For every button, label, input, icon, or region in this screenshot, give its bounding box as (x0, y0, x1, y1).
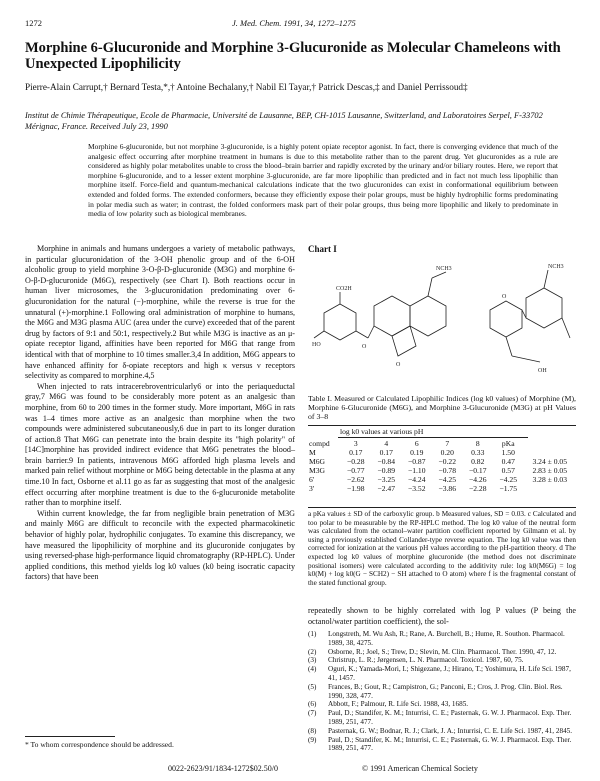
value-cell: 0.57 (501, 466, 515, 475)
value-cell: 2.83 ± 0.05 (532, 466, 568, 475)
value-cell: 0.17 (349, 448, 363, 457)
reference-item (308, 648, 576, 657)
table-row (306, 484, 576, 493)
value-cell: −0.28 (346, 457, 365, 466)
table-caption: Table I. Measured or Calculated Lipophilic Indices (log k0 values) of Morphine (M), Morphine 6-Glucuronide (M6G), and Morphine 3-Glucuronide (M3G) at pH Values of 3–8 (308, 394, 576, 422)
value-cell: −4.25 (499, 475, 518, 484)
value-cell: 0.17 (379, 448, 393, 457)
reference-text: Pasternak, G. W.; Bodnar, R. J.; Clark, J. A.; Inturrisi, C. E. Life Sci. 1987, 41, 2845. (328, 726, 573, 735)
body-paragraph: Morphine in animals and humans undergoes a variety of metabolic pathways, in particular glucuronidation of the 3-OH phenolic group and of the 6-OH alcoholic group to yield morphine 3-O-β-D-glucuronide (M3G) and morphine 6-O-β-D-glucuronide (M6G), respectively (see Chart I). Both reactions occur in human liver microsomes, the 3-glucuronidation predominating over 6-glucuronidation for the natural (−)-morphine, while the reverse is true for the unnatural (+)-morphine.1 Following oral administration of morphine to humans, the M6G and M3G plasma AUC (area under the curve) exceeded that of the parent drug by factors of 9:1 and 50:1, respectively.2 But while M3G is inactive as an μ-opiate receptor ligand, affinities have been reported for M6G that range from identical with that of morphine to 10 times smaller.3,4 In addition, M6G appears to have enhanced affinity for δ-opiate receptors and high κ versus ν receptors selectivity as compared to morphine.4,5 (25, 244, 295, 381)
value-cell: 3.24 ± 0.05 (532, 457, 568, 466)
table-row (306, 466, 576, 475)
value-cell: −0.87 (407, 457, 426, 466)
glucuronide-ring-right (490, 301, 522, 337)
value-cell (524, 484, 577, 493)
page-number: 1272 (25, 18, 42, 28)
compound-cell: M6G (309, 457, 326, 466)
value-cell: 0.20 (440, 448, 454, 457)
table-col-header: 4 (384, 439, 389, 448)
value-cell: 1.50 (501, 448, 515, 457)
value-cell: 0.19 (410, 448, 424, 457)
table-col-header: 3 (353, 439, 358, 448)
value-cell: −0.84 (377, 457, 396, 466)
svg-text:HO: HO (312, 342, 321, 348)
reference-item (308, 656, 576, 665)
abstract: Morphine 6-glucuronide, but not morphine 3-glucuronide, is a highly potent opiate receptor agonist. In fact, there is converging evidence that much of the analgesic effect occurring after morphine treatment in humans is due to this metabolite rather than to the parent drug. Yet glucuronides as a rule are considered as highly polar metabolites unable to cross the blood–brain barrier and rapidly excreted by the urinary and/or biliary routes. Here, we report that morphine 6-glucuronide, and to a lesser extent morphine 3-glucuronide, are far more lipophilic than predicted and in fact not much less lipophilic than morphine itself. Force-field and quantum-mechanical calculations indicate that the two glucuronides can exist in conformational equilibrium between extended and folded forms. The extended conformers, because they efficiently expose their polar groups, must be highly hydrophilic forms predominating in polar media such as water; in contrast, the folded conformers mask part of their polar groups, thus being more lipophilic and likely to predominate in media of low polarity such as biological membranes. (88, 142, 558, 219)
table-col-header: compd (309, 439, 330, 448)
value-cell: −0.89 (377, 466, 396, 475)
reference-item (308, 630, 576, 648)
table-col-header: 6 (414, 439, 419, 448)
affiliation: Institut de Chimie Thérapeutique, Ecole de Pharmacie, Université de Lausanne, BEP, CH-1015 Lausanne, Switzerland, and Laboratoires Serpel, F-33702 Mérignac, France. Received July 23, 1990 (25, 111, 543, 131)
reference-list (308, 630, 576, 753)
table-bottom-rule (308, 507, 576, 508)
value-cell: −4.26 (468, 475, 487, 484)
reference-number: (7) (308, 709, 317, 718)
table-col-header: pKa (501, 439, 515, 448)
value-cell: −0.78 (438, 466, 457, 475)
svg-text:O: O (502, 294, 507, 300)
svg-text:O: O (362, 344, 367, 350)
reference-item (308, 665, 576, 683)
chart-title: Chart I (308, 244, 337, 254)
value-cell: −2.28 (468, 484, 487, 493)
table-row (306, 457, 576, 466)
author-list: Pierre-Alain Carrupt,† Bernard Testa,*,† Antoine Bechalany,† Nabil El Tayar,† Patrick Descas,‡ and Daniel Perrissoud‡ (25, 82, 468, 92)
reference-text: Christrup, L. R.; Jørgensen, L. N. Pharmacol. Toxicol. 1987, 60, 75. (328, 656, 524, 665)
reference-text: Paul, D.; Standifer, K. M.; Inturrisi, C. E.; Pasternak, G. W. J. Pharmacol. Exp. Ther. 1989, 251, 477. (328, 709, 572, 726)
footer-code: 0022-2623/91/1834-1272$02.50/0 (168, 764, 278, 773)
reference-text: Osborne, R.; Joel, S.; Trew, D.; Slevin, M. Clin. Pharmacol. Ther. 1990, 47, 12. (328, 647, 557, 656)
morphinan-ring-b (526, 288, 562, 328)
value-cell: 0.33 (471, 448, 485, 457)
value-cell: −1.98 (346, 484, 365, 493)
value-cell: −0.17 (468, 466, 487, 475)
body-paragraph: When injected to rats intracerebroventricularly6 or into the periaqueductal gray,7 M6G was found to be considerably more potent as an analgesic than morphine, from 60 to 200 times in the former study. More important, M6G in rats was 1–4 times more active as an analgesic than morphine when the two compounds were administered subcutaneously,6 due in part to its longer duration of action.8 That M6G can penetrate into the brain despite its "high polarity" of [14C]morphine has provided indirect evidence that M6G penetrates the blood–brain barrier.9 In patients, intravenous M6G afforded high plasma levels and marked pain relief without morphine or M6G being detectable in the plasma at any time.10 In fact, Osborne et al.11 go as far as suggesting that most of the analgesic effect occurring after morphine treatment is due to the 6-glucuronide metabolite rather than to morphine itself. (25, 381, 295, 508)
reference-number: (5) (308, 682, 317, 691)
footnote-rule (25, 736, 115, 737)
value-cell: −3.86 (438, 484, 457, 493)
reference-item (308, 709, 576, 727)
value-cell: −0.77 (346, 466, 365, 475)
value-cell: −2.62 (346, 475, 365, 484)
value-cell: −4.24 (407, 475, 426, 484)
value-cell: −3.25 (377, 475, 396, 484)
value-cell: −3.52 (407, 484, 426, 493)
reference-number: (2) (308, 647, 317, 656)
reference-item (308, 683, 576, 701)
svg-text:NCH3: NCH3 (548, 264, 564, 270)
table-row (306, 475, 576, 484)
reference-number: (9) (308, 735, 317, 744)
compound-cell: 3' (309, 484, 315, 493)
table-row (306, 448, 576, 457)
left-column (25, 244, 295, 583)
reference-number: (4) (308, 665, 317, 674)
table-col-header: 8 (475, 439, 480, 448)
value-cell: −4.25 (438, 475, 457, 484)
chemical-structures-figure (312, 258, 574, 382)
reference-item (308, 700, 576, 709)
table-group-header: log k0 values at various pH (340, 427, 424, 436)
reference-number: (8) (308, 726, 317, 735)
lipophilicity-table (306, 439, 576, 493)
footnote: * To whom correspondence should be addressed. (25, 740, 174, 749)
svg-text:OH: OH (538, 368, 547, 374)
value-cell: 3.28 ± 0.03 (532, 475, 568, 484)
table-top-rule (308, 425, 576, 426)
compound-cell: M3G (309, 466, 326, 475)
reference-number: (3) (308, 656, 317, 665)
svg-text:NCH3: NCH3 (436, 266, 452, 272)
table-col-header: 7 (445, 439, 450, 448)
table-group-rule (338, 437, 528, 438)
body-paragraph: Within current knowledge, the far from negligible brain penetration of M3G and mainly M6G are difficult to reconcile with the expected pharmacokinetic behavior of highly polar, hydrophilic conjugates. To examine this discrepancy, we have measured the lipophilicity of morphine and its glucuronide conjugates by using reversed-phase high-performance liquid chromatography (RP-HPLC). Under applied conditions, this method yields log k0 values (k0 being isocratic capacity factors) that have been (25, 508, 295, 582)
compound-cell: 6' (309, 475, 315, 484)
reference-text: Frances, B.; Gout, R.; Campistron, G.; Panconi, E.; Cros, J. Prog. Clin. Biol. Res. 1990, 328, 477. (328, 682, 563, 700)
reference-item (308, 736, 576, 754)
value-cell: 0.82 (471, 457, 485, 466)
reference-number: (6) (308, 700, 317, 709)
reference-text: Longstreth, M. Wu Ash, R.; Rane, A. Burchell, B.; Hume, R. Southon. Pharmacol. 1989, 38, 4275. (328, 630, 565, 647)
reference-number: (1) (308, 630, 317, 638)
reference-item (308, 727, 576, 736)
right-column-text: repeatedly shown to be highly correlated with log P values (P being the octanol/water partition coefficient), the sol- (308, 606, 576, 626)
compound-cell: M (309, 448, 316, 457)
glucuronide-ring-left (324, 304, 356, 340)
reference-text: Abbott, F.; Palmour, R. Life Sci. 1988, 43, 1685. (328, 700, 469, 709)
journal-header: J. Med. Chem. 1991, 34, 1272–1275 (232, 18, 356, 28)
svg-text:CO2H: CO2H (336, 286, 352, 292)
table-notes: a pKa values ± SD of the carboxylic group. b Measured values, SD = 0.03. c Calculated and too polar to be measurable by the RP-HPLC method. The log k0 value of the neutral form was calculated from the octanol–water partition coefficient reported by Gilmann et al. by using a previously established Collander-type reverse equation. The log k0 value was then corrected for ionization at the various pH values according to the pH-partition theory. d The expected log k0 values of morphine glucuronide (the method does not discriminate positional isomers) were calculated according to the additivity rule: log k0(M6G) = log k0(M) + log k0(G − SCH2) − SH attached to O atom) where f is the fragmental constant of the stated functional group. (308, 510, 576, 587)
svg-text:O: O (396, 362, 401, 368)
reference-text: Paul, D.; Standifer, K. M.; Inturrisi, C. E.; Pasternak, G. W. J. Pharmacol. Exp. Ther. 1989, 251, 477. (328, 735, 572, 753)
value-cell: −1.75 (499, 484, 518, 493)
footer-copyright: © 1991 American Chemical Society (362, 764, 478, 773)
article-title: Morphine 6-Glucuronide and Morphine 3-Glucuronide as Molecular Chameleons with Unexpected Lipophilicity (25, 40, 561, 72)
table-header-row (306, 439, 576, 448)
morphinan-ring-a (374, 296, 410, 336)
value-cell: −2.47 (377, 484, 396, 493)
value-cell: 0.47 (501, 457, 515, 466)
value-cell: −0.22 (438, 457, 457, 466)
value-cell: −1.10 (407, 466, 426, 475)
reference-text: Oguri, K.; Yamada-Mori, I.; Shigezane, J.; Hirano, T.; Yoshimura, H. Life Sci. 1987, 41, 1457. (328, 665, 571, 682)
